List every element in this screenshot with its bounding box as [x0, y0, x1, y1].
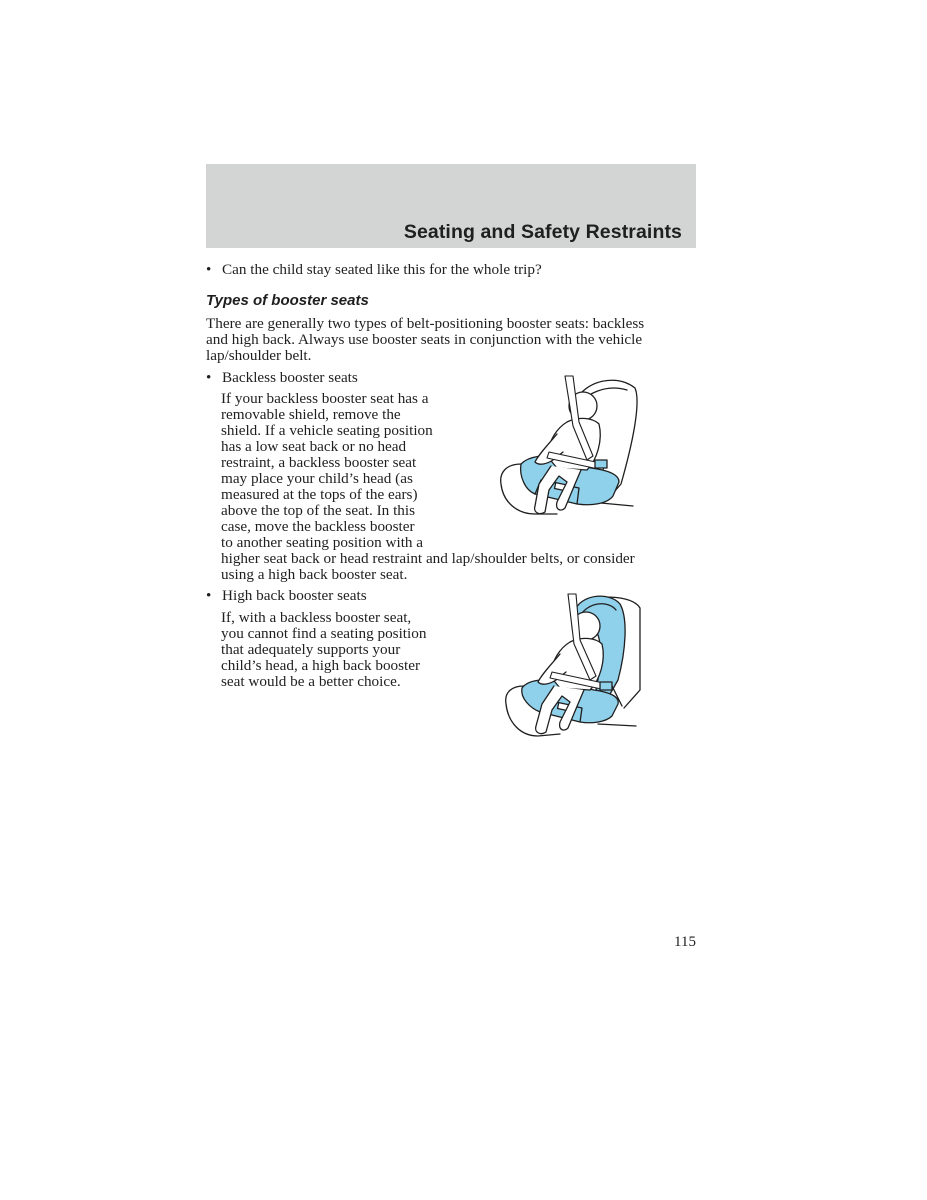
backless-label: Backless booster seats [222, 369, 358, 386]
text-line: If, with a backless booster seat, [221, 609, 412, 626]
text-line: seat would be a better choice. [221, 673, 401, 690]
page-title: Seating and Safety Restraints [403, 221, 682, 243]
highback-paragraph [221, 610, 426, 690]
intro-bullet-text: Can the child stay seated like this for the whole trip? [222, 261, 542, 278]
backless-bullet [206, 370, 358, 386]
text-line: shield. If a vehicle seating position [221, 422, 433, 439]
section-heading: Types of booster seats [206, 292, 369, 309]
header-band [206, 164, 696, 248]
text-line: removable shield, remove the [221, 406, 401, 423]
highback-label: High back booster seats [222, 587, 367, 604]
belt-buckle [595, 460, 607, 468]
backless-booster-illustration [495, 372, 645, 524]
text-line: to another seating position with a [221, 534, 424, 551]
text-line: that adequately supports your [221, 641, 401, 658]
text-line: higher seat back or head restraint and lap/shoulder belts, or consider [221, 550, 635, 567]
text-line: may place your child’s head (as [221, 470, 413, 487]
text-line: and high back. Always use booster seats in conjunction with the vehicle [206, 331, 643, 348]
bullet-marker: • [206, 369, 212, 386]
section-intro-paragraph [206, 316, 692, 364]
bullet-marker: • [206, 261, 212, 278]
text-line: lap/shoulder belt. [206, 347, 312, 364]
intro-bullet [206, 262, 542, 278]
text-line: measured at the tops of the ears) [221, 486, 418, 503]
bullet-marker: • [206, 587, 212, 604]
text-line: above the top of the seat. In this [221, 502, 416, 519]
text-line: If your backless booster seat has a [221, 390, 429, 407]
highback-bullet [206, 588, 367, 604]
belt-buckle [600, 682, 612, 690]
text-line: restraint, a backless booster seat [221, 454, 417, 471]
highback-booster-illustration [500, 590, 646, 742]
page-number: 115 [674, 934, 696, 950]
text-line: has a low seat back or no head [221, 438, 407, 455]
text-line: using a high back booster seat. [221, 566, 408, 583]
text-line: you cannot find a seating position [221, 625, 427, 642]
text-line: case, move the backless booster [221, 518, 415, 535]
text-line: There are generally two types of belt-positioning booster seats: backless [206, 315, 645, 332]
text-line: child’s head, a high back booster [221, 657, 421, 674]
